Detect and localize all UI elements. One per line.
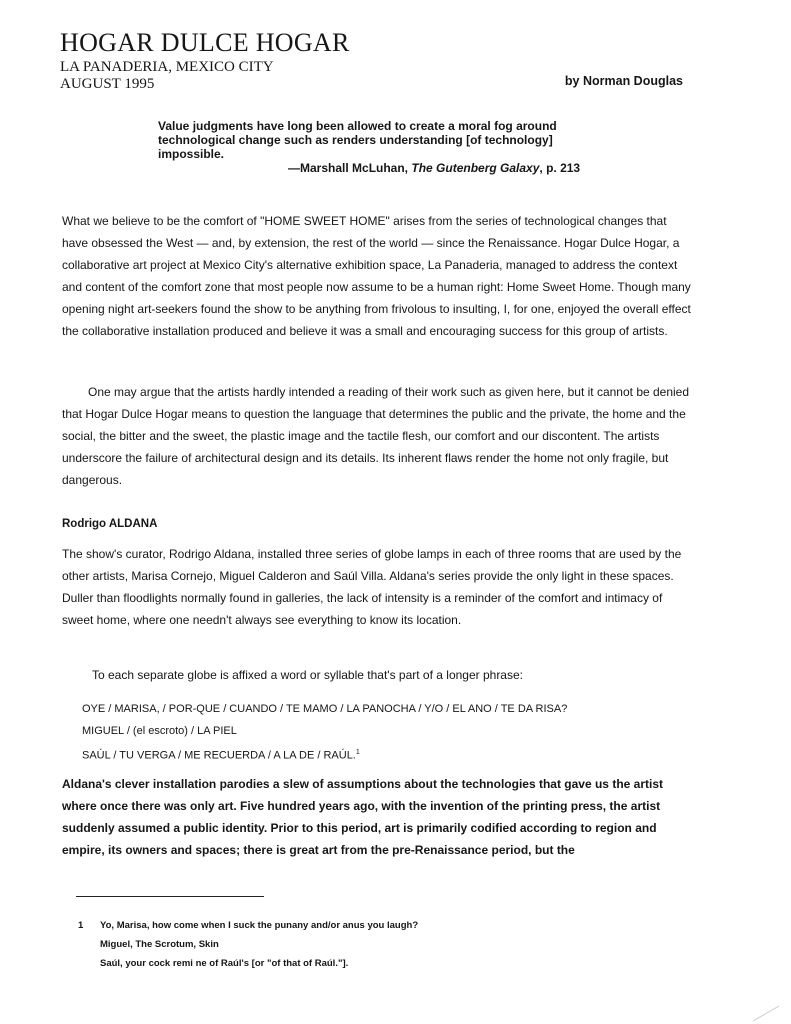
epigraph bbox=[158, 119, 598, 175]
paragraph-globes: To each separate globe is affixed a word or syllable that's part of a longer phrase: bbox=[92, 668, 523, 682]
footnote-1 bbox=[78, 916, 498, 935]
byline: by Norman Douglas bbox=[564, 74, 683, 88]
attribution-page: , p. 213 bbox=[539, 161, 581, 175]
footnote-line-2: Miguel, The Scrotum, Skin bbox=[100, 939, 219, 950]
epigraph-quote: Value judgments have long been allowed to create a moral fog around technological change such as renders understanding [of technology] impossible. bbox=[158, 119, 557, 161]
article-title: HOGAR DULCE HOGAR bbox=[60, 28, 350, 57]
epigraph-attribution bbox=[158, 161, 598, 175]
phrase-line-3-text: SAÚL / TU VERGA / ME RECUERDA / A LA DE / RAÚL. bbox=[82, 749, 356, 762]
attribution-work: The Gutenberg Galaxy bbox=[411, 161, 540, 175]
footnotes bbox=[78, 916, 498, 973]
paragraph-technology: Aldana's clever installation parodies a slew of assumptions about the technologies that gave us the artist where once there was only art. Five hundred years ago, with the invention of the printing press, the artist suddenly assumed a public identity. Prior to this period, art is primarily codified according to region and empire, its owners and spaces; there is great art from the pre-Renaissance period, but the bbox=[62, 777, 663, 857]
footnote-divider bbox=[76, 896, 264, 897]
scan-artifact bbox=[753, 1006, 779, 1022]
footnote-line-1: Yo, Marisa, how come when I suck the punany and/or anus you laugh? bbox=[100, 920, 419, 931]
footnote-mark: 1 bbox=[78, 920, 84, 931]
date-line: AUGUST 1995 bbox=[60, 76, 155, 92]
attribution-author: —Marshall McLuhan, bbox=[288, 161, 412, 175]
section-heading: Rodrigo ALDANA bbox=[62, 518, 158, 530]
footnote-reference: 1 bbox=[355, 749, 360, 756]
phrase-line-2: MIGUEL / (el escroto) / LA PIEL bbox=[82, 725, 237, 737]
footnote-line-3: Saúl, your cock remi ne of Raúl's [or "of that of Raúl."]. bbox=[100, 958, 349, 969]
phrase-line-3 bbox=[82, 742, 567, 767]
venue-line: LA PANADERIA, MEXICO CITY bbox=[60, 59, 274, 75]
paragraph-curator: The show's curator, Rodrigo Aldana, installed three series of globe lamps in each of three rooms that are used by the other artists, Marisa Cornejo, Miguel Calderon and Saúl Villa. Aldana's series provide the only light in these spaces. Duller than floodlights normally found in galleries, the lack of intensity is a reminder of the comfort and intimacy of sweet home, where one needn't always see everything to know its location. bbox=[62, 547, 682, 627]
paragraph-intro: What we believe to be the comfort of "HOME SWEET HOME" arises from the series of technological changes that have obsessed the West — and, by extension, the rest of the world — since the Renaissance. Hogar Dulce Hogar, a collaborative art project at Mexico City's alternative exhibition space, La Panaderia, managed to address the context and content of the comfort zone that most people now assume to be a human right: Home Sweet Home. Though many opening night art-seekers found the show to be anything from frivolous to insulting, I, for one, enjoyed the overall effect the collaborative installation produced and believe it was a small and encouraging success for this group of artists. bbox=[62, 214, 691, 338]
paragraph-argument: One may argue that the artists hardly intended a reading of their work such as given here, but it cannot be denied that Hogar Dulce Hogar means to question the language that determines the public and the private, the home and the social, the bitter and the sweet, the plastic image and the tactile flesh, our comfort and our discontent. The artists underscore the failure of architectural design and its details. Its inherent flaws render the home not only fragile, but dangerous. bbox=[62, 385, 690, 487]
globe-phrase bbox=[82, 698, 567, 767]
phrase-line-1: OYE / MARISA, / POR-QUE / CUANDO / TE MAMO / LA PANOCHA / Y/O / EL ANO / TE DA RISA? bbox=[82, 703, 568, 715]
